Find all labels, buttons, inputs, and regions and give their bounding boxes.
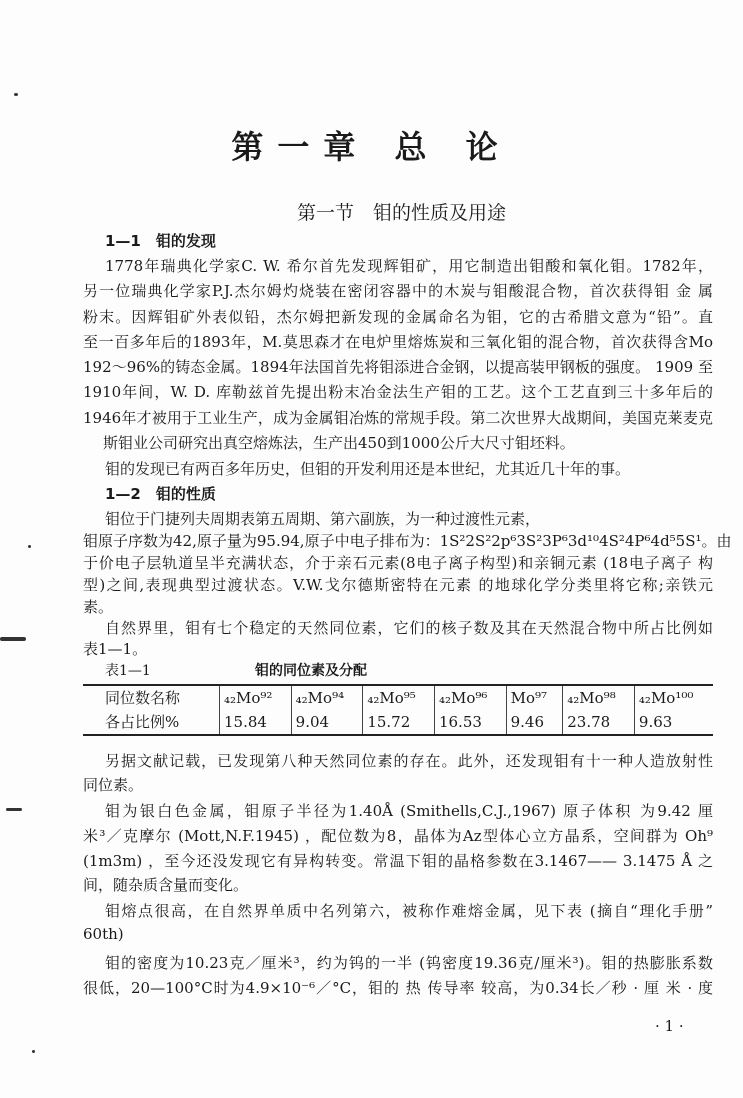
paragraph-line: 粉末。因辉钼矿外表似铅，杰尔姆把新发现的金属命名为钼，它的古希腊文意为“铅”。直 xyxy=(83,308,713,326)
paragraph-line: (1m3m) ，至今还没发现它有异构转变。常温下钼的晶格参数在3.1467—— 3.1475 Å 之 xyxy=(83,852,713,870)
heading-1-2: 1—2 钼的性质 xyxy=(105,485,216,503)
table-cell: ₄₂Mo⁹⁸ xyxy=(563,685,635,710)
table-cell: Mo⁹⁷ xyxy=(506,685,563,710)
paragraph-line: 于价电子层轨道呈半充满状态，介于亲石元素(8电子离子构型)和亲铜元素 (18电子离子 构 xyxy=(83,554,713,572)
row-header: 同位数名称 xyxy=(105,689,181,707)
paragraph-line: 间，随杂质含量而变化。 xyxy=(83,876,249,894)
scan-speck xyxy=(14,93,18,96)
table-cell: 15.72 xyxy=(363,710,435,735)
paragraph-line: 表1—1。 xyxy=(83,640,148,658)
table-cell: 9.46 xyxy=(506,710,563,735)
table-cell: ₄₂Mo¹⁰⁰ xyxy=(634,685,713,710)
table-cell: ₄₂Mo⁹⁶ xyxy=(434,685,506,710)
paragraph-line: 斯钼业公司研究出真空熔炼法，生产出450到1000公斤大尺寸钼坯料。 xyxy=(103,434,575,452)
paragraph-line: 钼的发现已有两百多年历史，但钼的开发利用还是本世纪，尤其近几十年的事。 xyxy=(105,460,631,478)
isotope-table xyxy=(83,684,713,736)
scan-speck xyxy=(28,545,31,548)
table-cell: ₄₂Mo⁹² xyxy=(220,685,292,710)
paragraph-line: 1778年瑞典化学家C. W. 希尔首先发现辉钼矿，用它制造出钼酸和氧化钼。1782年， xyxy=(105,257,713,275)
scan-speck xyxy=(0,637,26,641)
paragraph-line: 钼的密度为10.23克／厘米³，约为钨的一半 (钨密度19.36克/厘米³)。钼的热膨胀系数 xyxy=(105,954,713,972)
table-caption: 钼的同位素及分配 xyxy=(255,663,367,679)
paragraph-line: 型)之间,表现典型过渡状态。V.W.戈尔德斯密特在元素 的地球化学分类里将它称;亲铁元 xyxy=(83,576,713,594)
table-cell: ₄₂Mo⁹⁵ xyxy=(363,685,435,710)
paragraph-line: 同位素。 xyxy=(83,776,144,794)
scan-speck xyxy=(32,1050,35,1053)
paragraph-line: 米³／克摩尔 (Mott,N.F.1945) ，配位数为8，晶体为Az型体心立方晶系，空间群为 Oh⁹ xyxy=(83,827,713,845)
page-number: · 1 · xyxy=(655,1017,684,1035)
section-title: 第一节 钼的性质及用途 xyxy=(296,202,506,224)
row-header: 各占比例% xyxy=(105,713,180,731)
table-cell: 23.78 xyxy=(563,710,635,735)
paragraph-line: 钼原子序数为42,原子量为95.94,原子中电子排布为：1S²2S²2p⁶3S²3P⁶3d¹⁰4S²4P⁶4d⁵5S¹。由 xyxy=(83,532,732,550)
table-row xyxy=(83,710,713,735)
paragraph-line: 钼位于门捷列夫周期表第五周期、第六副族，为一种过渡性元素， xyxy=(105,510,541,528)
table-cell: 9.63 xyxy=(634,710,713,735)
paragraph-line: 另据文献记载，已发现第八种天然同位素的存在。此外，还发现钼有十一种人造放射性 xyxy=(105,752,713,770)
paragraph-line: 钼熔点很高，在自然界单质中名列第六，被称作难熔金属，见下表 (摘自“理化手册” xyxy=(105,902,713,920)
paragraph-line: 素。 xyxy=(83,598,114,616)
chapter-title: 第一章 总 论 xyxy=(231,128,512,166)
table-cell: 9.04 xyxy=(291,710,363,735)
table-cell: ₄₂Mo⁹⁴ xyxy=(291,685,363,710)
scan-speck xyxy=(6,808,22,811)
table-row xyxy=(83,685,713,710)
paragraph-line: 192～96%的铸态金属。1894年法国首先将钼添进合金钢，以提高装甲钢板的强度。 1909 至 xyxy=(83,358,713,376)
paragraph-line: 很低，20—100°C时为4.9×10⁻⁶／°C，钼的 热 传导率 较高，为0.34长／秒 · 厘 米 · 度 xyxy=(83,979,713,997)
paragraph-line: 60th) xyxy=(83,925,124,943)
paragraph-line: 至一百多年后的1893年，M.莫思森才在电炉里熔炼炭和三氧化钼的混合物，首次获得含Mo xyxy=(83,333,713,351)
paragraph-line: 钼为银白色金属，钼原子半径为1.40Å (Smithells,C.J.,1967) 原子体积 为9.42 厘 xyxy=(105,802,713,820)
paragraph-line: 另一位瑞典化学家P.J.杰尔姆灼烧装在密闭容器中的木炭与钼酸混合物，首次获得钼 金 属 xyxy=(83,282,713,300)
table-cell: 16.53 xyxy=(434,710,506,735)
paragraph-line: 自然界里，钼有七个稳定的天然同位素，它们的核子数及其在天然混合物中所占比例如 xyxy=(105,619,713,637)
heading-1-1: 1—1 钼的发现 xyxy=(105,232,216,250)
table-label: 表1—1 xyxy=(105,663,151,679)
paragraph-line: 1910年间，W. D. 库勒兹首先提出粉末冶金法生产钼的工艺。这个工艺直到三十多年后的 xyxy=(83,383,713,401)
table-cell: 15.84 xyxy=(220,710,292,735)
paragraph-line: 1946年才被用于工业生产，成为金属钼冶炼的常规手段。第二次世界大战期间，美国克莱麦克 xyxy=(83,409,713,427)
